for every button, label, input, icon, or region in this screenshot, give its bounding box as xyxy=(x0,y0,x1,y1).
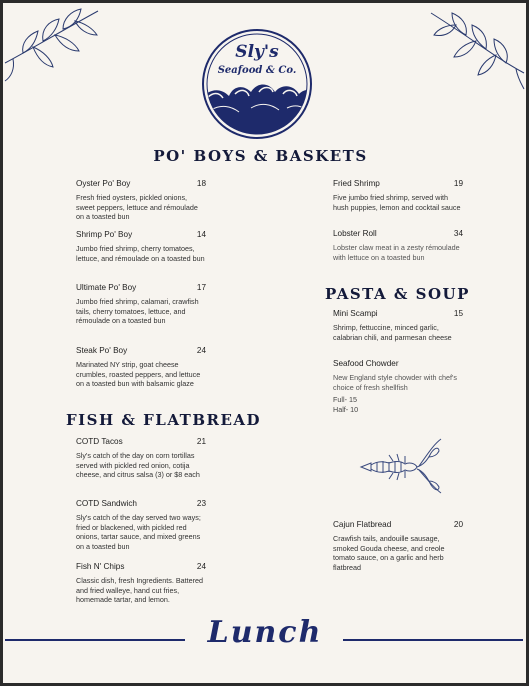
item-description: Marinated NY strip, goat cheese crumbles, roasted peppers, and lettuce on a toasted bun with balsamic glaze xyxy=(76,360,201,389)
item-name: COTD Sandwich xyxy=(76,499,137,508)
item-name: Oyster Po' Boy xyxy=(76,179,131,188)
menu-item xyxy=(333,308,463,342)
logo xyxy=(201,28,313,140)
item-name: Fish N' Chips xyxy=(76,562,125,571)
menu-item xyxy=(333,519,463,572)
item-price: 14 xyxy=(196,230,206,239)
logo-name: Sly's xyxy=(235,42,279,62)
menu-item xyxy=(76,345,206,389)
item-description: Jumbo fried shrimp, cherry tomatoes, lettuce, and rémoulade on a toasted bun xyxy=(76,244,205,263)
menu-item xyxy=(76,178,206,222)
menu-item xyxy=(76,282,206,326)
item-size-full: Full- 15 xyxy=(333,395,357,405)
item-name: COTD Tacos xyxy=(76,437,123,446)
item-price: 21 xyxy=(196,437,206,446)
lobster-icon xyxy=(353,435,443,495)
menu-item xyxy=(333,228,463,262)
item-name: Mini Scampi xyxy=(333,309,378,318)
menu-item xyxy=(76,229,206,263)
item-price: 15 xyxy=(453,309,463,318)
item-price: 24 xyxy=(196,346,206,355)
item-name: Ultimate Po' Boy xyxy=(76,283,137,292)
menu-item xyxy=(76,561,206,605)
item-price: 34 xyxy=(453,229,463,238)
item-name: Steak Po' Boy xyxy=(76,346,128,355)
menu-page xyxy=(3,3,526,683)
item-price: 23 xyxy=(196,499,206,508)
leaf-branch-top-right-icon xyxy=(426,3,526,93)
section-title-poboys: PO' BOYS & BASKETS xyxy=(153,147,368,165)
item-description: Jumbo fried shrimp, calamari, crawfish tails, cherry tomatoes, lettuce, and rémoulade on a toasted bun xyxy=(76,297,199,326)
item-price: 18 xyxy=(196,179,206,188)
item-description: Shrimp, fettuccine, minced garlic, calabrian chili, and parmesan cheese xyxy=(333,323,452,342)
item-price: 19 xyxy=(453,179,463,188)
footer-lunch-label: Lunch xyxy=(207,615,323,650)
item-description: Crawfish tails, andouille sausage, smoked Gouda cheese, and creole tomato sauce, on a garlic and herb flatbread xyxy=(333,534,445,572)
footer-rule-left xyxy=(5,639,185,641)
item-description: Five jumbo fried shrimp, served with hush puppies, lemon and cocktail sauce xyxy=(333,193,461,212)
menu-item xyxy=(76,498,206,551)
item-name: Lobster Roll xyxy=(333,229,377,238)
item-price: 24 xyxy=(196,562,206,571)
menu-item xyxy=(76,436,206,480)
menu-item xyxy=(333,178,463,212)
item-price: 20 xyxy=(453,520,463,529)
item-price: 17 xyxy=(196,283,206,292)
logo-tagline: Seafood & Co. xyxy=(217,65,297,76)
item-description: Lobster claw meat in a zesty rémoulade with lettuce on a toasted bun xyxy=(333,243,460,262)
section-title-fish: FISH & FLATBREAD xyxy=(66,411,262,429)
item-name: Fried Shrimp xyxy=(333,179,380,188)
leaf-branch-top-left-icon xyxy=(3,3,103,83)
menu-item xyxy=(333,358,463,414)
item-name: Seafood Chowder xyxy=(333,359,399,368)
item-description: New England style chowder with chef's choice of fresh shellfish xyxy=(333,373,458,392)
item-name: Cajun Flatbread xyxy=(333,520,392,529)
item-description: Classic dish, fresh Ingredients. Battered and fried walleye, hand cut fries, homemade tartar, and lemon. xyxy=(76,576,204,605)
section-title-pasta: PASTA & SOUP xyxy=(325,285,470,303)
item-description: Sly's catch of the day served two ways; fried or blackened, with pickled red onions, tartar sauce, and mixed greens on a toasted bun xyxy=(76,513,201,551)
footer-rule-right xyxy=(343,639,523,641)
item-description: Sly's catch of the day on corn tortillas served with pickled red onion, cotija cheese, and citrus salsa (3) or $8 each xyxy=(76,451,200,480)
item-description: Fresh fried oysters, pickled onions, sweet peppers, lettuce and rémoulade on a toasted bun xyxy=(76,193,198,222)
item-name: Shrimp Po' Boy xyxy=(76,230,133,239)
item-size-half: Half- 10 xyxy=(333,404,359,414)
